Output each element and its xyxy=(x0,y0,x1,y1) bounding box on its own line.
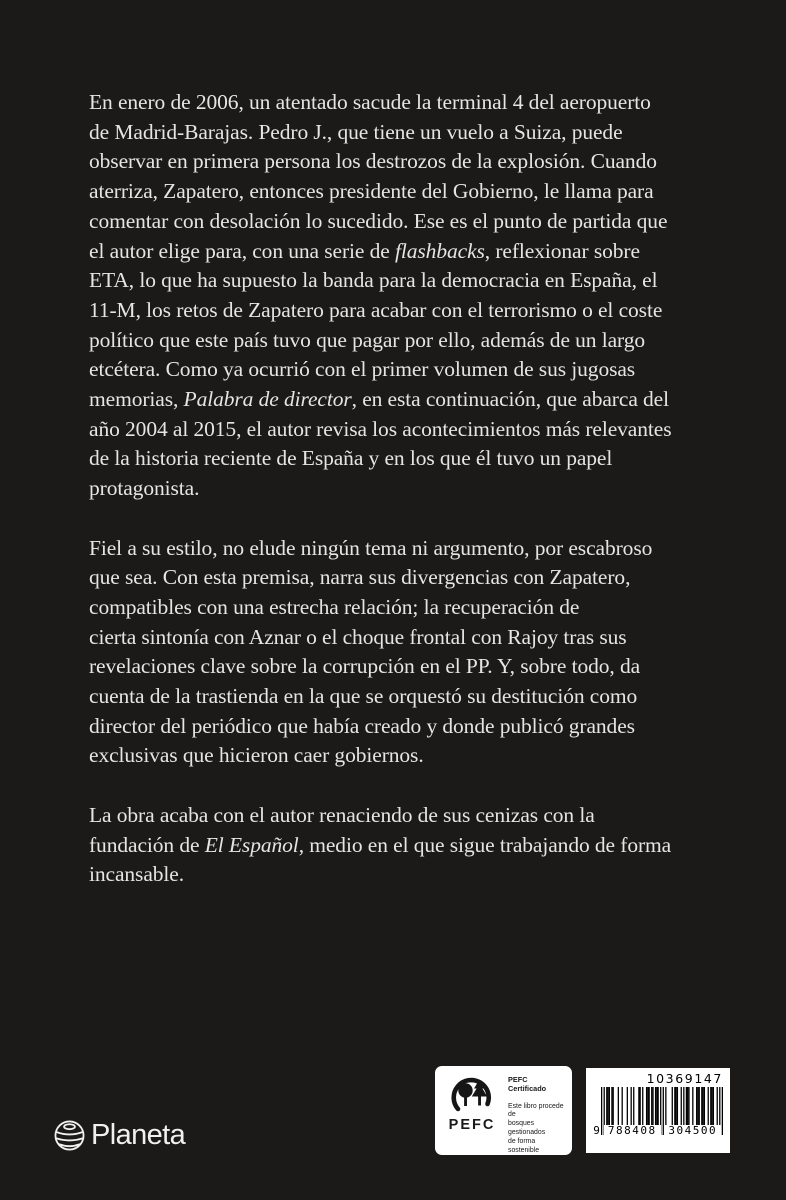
pefc-text-block xyxy=(508,1073,565,1155)
barcode-digit-group: 304500 xyxy=(665,1125,722,1137)
pefc-body-line: bosques gestionados xyxy=(508,1120,546,1136)
paragraph xyxy=(89,534,749,772)
text-line: de Madrid-Barajas. Pedro J., que tiene un vuelo a Suiza, puede xyxy=(89,119,623,144)
text-line: memorias, Palabra de director, en esta continuación, que abarca del xyxy=(89,387,669,412)
text-line: etcétera. Como ya ocurrió con el primer volumen de sus jugosas xyxy=(89,357,636,382)
text-line: En enero de 2006, un atentado sacude la terminal 4 del aeropuerto xyxy=(89,90,651,114)
text-line: compatibles con una estrecha relación; la recuperación de xyxy=(89,594,580,619)
text-line: cuenta de la trastienda en la que se orquestó su destitución como xyxy=(89,684,638,709)
text-line: 11-M, los retos de Zapatero para acabar con el terrorismo o el coste xyxy=(89,297,663,322)
pefc-logo-text: PEFC xyxy=(448,1117,496,1133)
publisher-logo xyxy=(54,1119,185,1152)
pefc-cert-code: PEFC/14-38-00305 xyxy=(445,1157,499,1165)
text-line: político que este país tuvo que pagar por ello, además de un largo xyxy=(89,327,646,352)
barcode-top-number: 10369147 xyxy=(646,1071,723,1086)
planeta-globe-icon xyxy=(54,1120,85,1151)
barcode-digits xyxy=(592,1125,724,1137)
synopsis-text xyxy=(89,88,749,920)
pefc-trees-icon xyxy=(449,1073,495,1117)
text-line: incansable. xyxy=(89,862,185,887)
text-line: ETA, lo que ha supuesto la banda para la democracia en España, el xyxy=(89,268,658,293)
pefc-title: PEFC Certificado xyxy=(508,1075,547,1093)
paragraph xyxy=(89,88,749,504)
text-line: director del periódico que había creado y donde publicó grandes xyxy=(89,713,635,738)
text-line: exclusivas que hicieron caer gobiernos. xyxy=(89,743,424,768)
text-line: Fiel a su estilo, no elude ningún tema ni argumento, por escabroso xyxy=(89,535,653,560)
text-line: La obra acaba con el autor renaciendo de sus cenizas con la xyxy=(89,802,595,827)
barcode-label xyxy=(586,1068,730,1153)
text-line: aterriza, Zapatero, entonces presidente del Gobierno, le llama para xyxy=(89,179,654,204)
text-line: de la historia reciente de España y en los que él tuvo un papel xyxy=(89,446,613,471)
text-line: que sea. Con esta premisa, narra sus divergencias con Zapatero, xyxy=(89,565,631,590)
text-line: observar en primera persona los destrozos de la explosión. Cuando xyxy=(89,149,657,174)
text-line: cierta sintonía con Aznar o el choque frontal con Rajoy tras sus xyxy=(89,624,627,649)
pefc-body-line: Este libro procede de xyxy=(508,1102,564,1119)
text-line: protagonista. xyxy=(89,476,200,501)
text-line: el autor elige para, con una serie de flashbacks, reflexionar sobre xyxy=(89,238,640,263)
text-line: revelaciones clave sobre la corrupción en el PP. Y, sobre todo, da xyxy=(89,654,641,679)
pefc-body-text xyxy=(508,1103,565,1156)
pefc-body-line: de forma sostenible xyxy=(508,1137,540,1154)
barcode-digit-group: 9 xyxy=(593,1124,600,1137)
pefc-logo xyxy=(443,1073,501,1155)
pefc-certification-label xyxy=(435,1066,572,1165)
text-line: fundación de El Español, medio en el que sigue trabajando de forma xyxy=(89,832,672,857)
barcode-digit-group: 788408 xyxy=(604,1125,661,1137)
text-line: comentar con desolación lo sucedido. Ese es el punto de partida que xyxy=(89,208,668,233)
publisher-name: Planeta xyxy=(91,1119,186,1151)
pefc-url: www.pefc.es xyxy=(508,1157,547,1165)
paragraph xyxy=(89,801,749,890)
text-line: año 2004 al 2015, el autor revisa los acontecimientos más relevantes xyxy=(89,416,672,441)
